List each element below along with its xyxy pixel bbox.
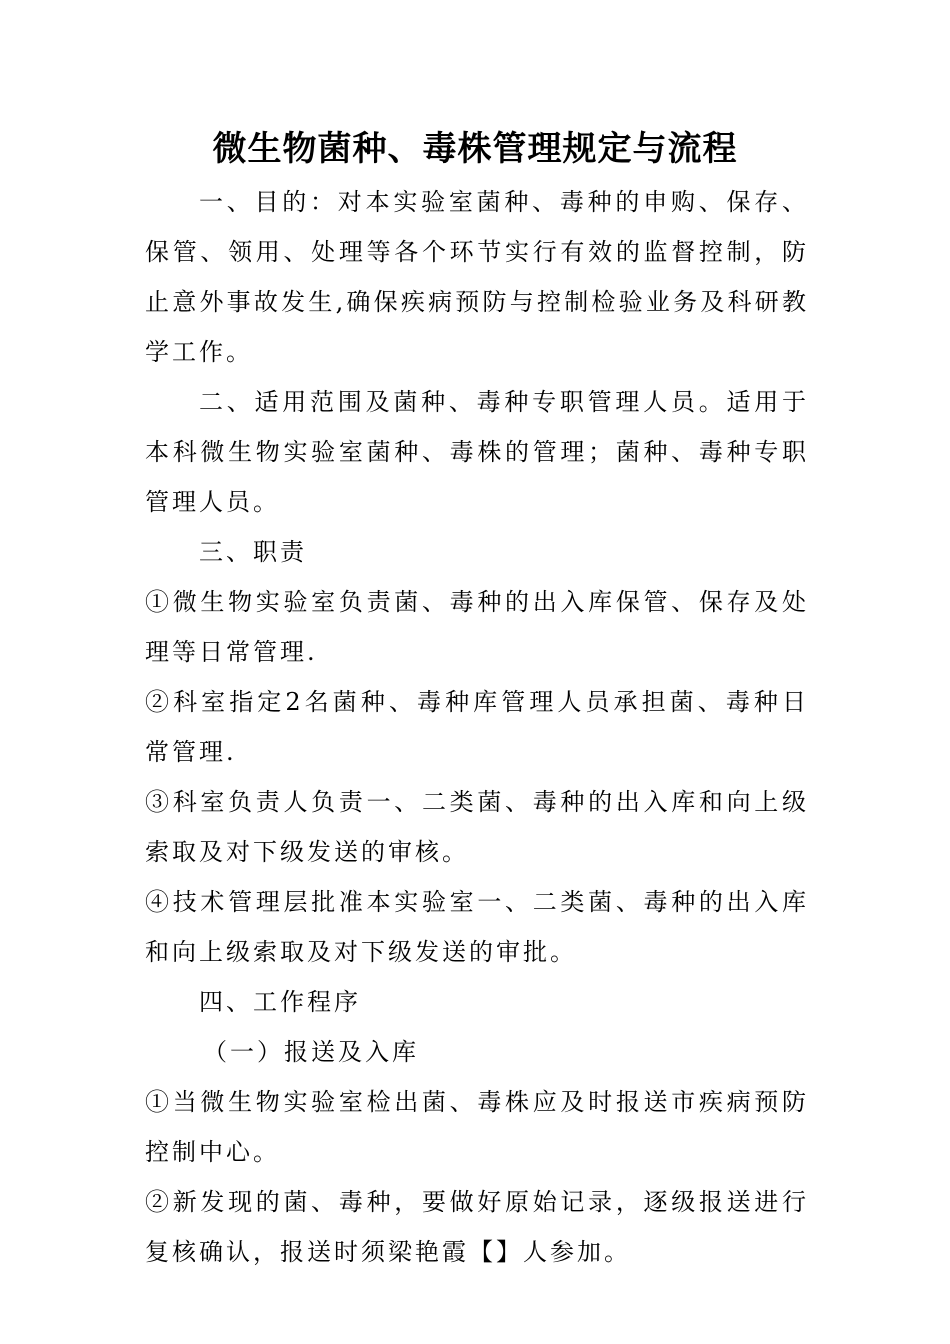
list-item-reporting-1: ①当微生物实验室检出菌、毒株应及时报送市疾病预防控制中心。 bbox=[145, 1088, 809, 1166]
subsection-heading-reporting: （一）报送及入库 bbox=[203, 1038, 419, 1066]
section-heading-responsibilities: 三、职责 bbox=[199, 538, 307, 566]
paragraph-scope: 二、适用范围及菌种、毒种专职管理人员。适用于本科微生物实验室菌种、毒株的管理；菌种、毒种专职管理人员。 bbox=[145, 388, 809, 516]
list-item-responsibility-1: ①微生物实验室负责菌、毒种的出入库保管、保存及处理等日常管理. bbox=[145, 588, 809, 666]
list-item-responsibility-3: ③科室负责人负责一、二类菌、毒种的出入库和向上级索取及对下级发送的审核。 bbox=[145, 788, 809, 866]
section-heading-procedure: 四、工作程序 bbox=[199, 988, 361, 1016]
list-item-responsibility-2: ②科室指定2名菌种、毒种库管理人员承担菌、毒种日常管理. bbox=[145, 688, 809, 766]
document-title: 微生物菌种、毒株管理规定与流程 bbox=[212, 129, 738, 169]
paragraph-purpose: 一、目的：对本实验室菌种、毒种的申购、保存、保管、领用、处理等各个环节实行有效的监督控制，防止意外事故发生,确保疾病预防与控制检验业务及科研教学工作。 bbox=[145, 188, 809, 366]
list-item-responsibility-4: ④技术管理层批准本实验室一、二类菌、毒种的出入库和向上级索取及对下级发送的审批。 bbox=[145, 888, 809, 966]
list-item-reporting-2: ②新发现的菌、毒种，要做好原始记录，逐级报送进行复核确认，报送时须梁艳霞【】人参加。 bbox=[145, 1188, 809, 1266]
document-body bbox=[145, 177, 809, 1277]
